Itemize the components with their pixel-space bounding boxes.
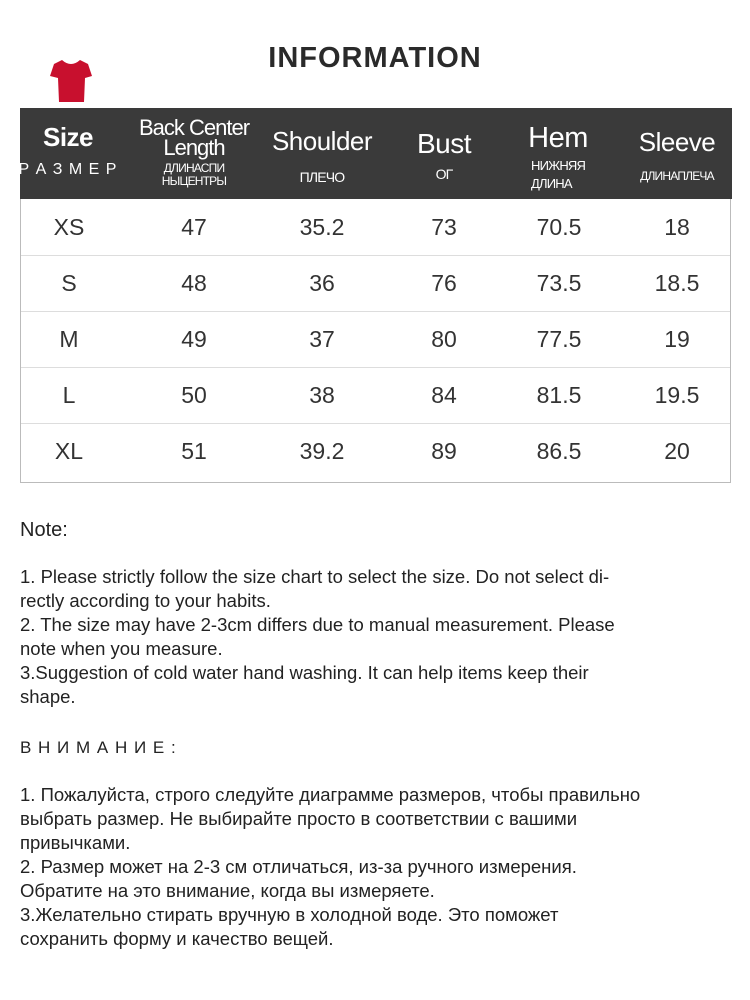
- note-line: 1. Пожалуйста, строго следуйте диаграмме размеров, чтобы правильно: [20, 784, 641, 805]
- table-cell: 50: [181, 382, 207, 408]
- header-en: Shoulder: [271, 126, 373, 156]
- header-shoulder: [272, 108, 372, 199]
- header-ru: ДЛИНАПЛЕЧА: [640, 169, 714, 183]
- header-size: [19, 108, 118, 199]
- table-cell: 76: [431, 270, 457, 296]
- note-line: shape.: [20, 686, 76, 707]
- header-ru: НИЖНЯЯ ДЛИНА: [531, 158, 586, 191]
- table-cell: XS: [53, 214, 85, 240]
- table-cell: 73: [431, 214, 457, 240]
- header-ru: ПЛЕЧО: [299, 169, 345, 185]
- note-russian: [20, 736, 725, 951]
- note-line: привычками.: [20, 832, 131, 853]
- table-cell: 77.5: [536, 326, 582, 352]
- table-cell: 80: [431, 326, 457, 352]
- note-english: [20, 518, 725, 709]
- table-row: [21, 255, 730, 312]
- note-line: 2. The size may have 2-3cm differs due to manual measurement. Please: [20, 614, 615, 635]
- table-cell: 18: [664, 214, 690, 240]
- size-chart-table: [20, 108, 731, 483]
- header-ru: ДЛИНАСПИ НЫЦЕНТРЫ: [161, 161, 227, 188]
- header-ru: Р А З М Е Р: [18, 161, 118, 178]
- table-cell: 48: [181, 270, 207, 296]
- table-cell: 73.5: [536, 270, 582, 296]
- table-cell: 38: [309, 382, 335, 408]
- table-cell: 49: [181, 326, 207, 352]
- page-title: INFORMATION: [268, 42, 482, 74]
- table-row: [21, 423, 730, 479]
- header-ru: ОГ: [435, 166, 453, 182]
- note-line: выбрать размер. Не выбирайте просто в соответствии с вашими: [20, 808, 578, 829]
- table-cell: 35.2: [299, 214, 345, 240]
- table-cell: 18.5: [654, 270, 700, 296]
- table-cell: 20: [664, 438, 690, 464]
- note-line: 3.Желательно стирать вручную в холодной воде. Это поможет: [20, 904, 559, 925]
- header-en: Size: [42, 122, 94, 152]
- table-cell: S: [61, 270, 77, 296]
- note-heading: Note:: [20, 519, 68, 541]
- table-cell: 84: [431, 382, 457, 408]
- note-heading: В Н И М А Н И Е :: [20, 738, 177, 757]
- header-en: Sleeve: [638, 127, 716, 157]
- note-line: 1. Please strictly follow the size chart to select the size. Do not select di-: [20, 566, 610, 587]
- table-cell: 86.5: [536, 438, 582, 464]
- header-en: Back Center Length: [138, 115, 250, 160]
- note-line: note when you measure.: [20, 638, 223, 659]
- note-line: Обратите на это внимание, когда вы измеряете.: [20, 880, 435, 901]
- table-row: [21, 367, 730, 424]
- table-header: [20, 108, 732, 199]
- table-cell: 89: [431, 438, 457, 464]
- header-en: Bust: [416, 128, 472, 159]
- table-cell: 70.5: [536, 214, 582, 240]
- table-cell: 19.5: [654, 382, 700, 408]
- table-cell: XL: [54, 438, 84, 464]
- header-sleeve: [639, 108, 716, 199]
- table-cell: M: [59, 326, 79, 352]
- table-cell: 37: [309, 326, 335, 352]
- table-cell: 81.5: [536, 382, 582, 408]
- note-line: rectly according to your habits.: [20, 590, 271, 611]
- header-bust: [417, 108, 471, 199]
- table-cell: 39.2: [299, 438, 345, 464]
- note-line: 2. Размер может на 2-3 см отличаться, из-за ручного измерения.: [20, 856, 577, 877]
- note-line: сохранить форму и качество вещей.: [20, 928, 334, 949]
- table-cell: 36: [309, 270, 335, 296]
- header-en: Hem: [528, 122, 588, 154]
- table-row: [21, 311, 730, 368]
- table-row: [21, 199, 730, 256]
- note-line: 3.Suggestion of cold water hand washing. It can help items keep their: [20, 662, 589, 683]
- table-cell: 47: [181, 214, 207, 240]
- table-cell: L: [62, 382, 76, 408]
- table-cell: 19: [664, 326, 690, 352]
- table-cell: 51: [181, 438, 207, 464]
- header-back-center-length: [134, 108, 254, 199]
- header-hem: [523, 108, 593, 199]
